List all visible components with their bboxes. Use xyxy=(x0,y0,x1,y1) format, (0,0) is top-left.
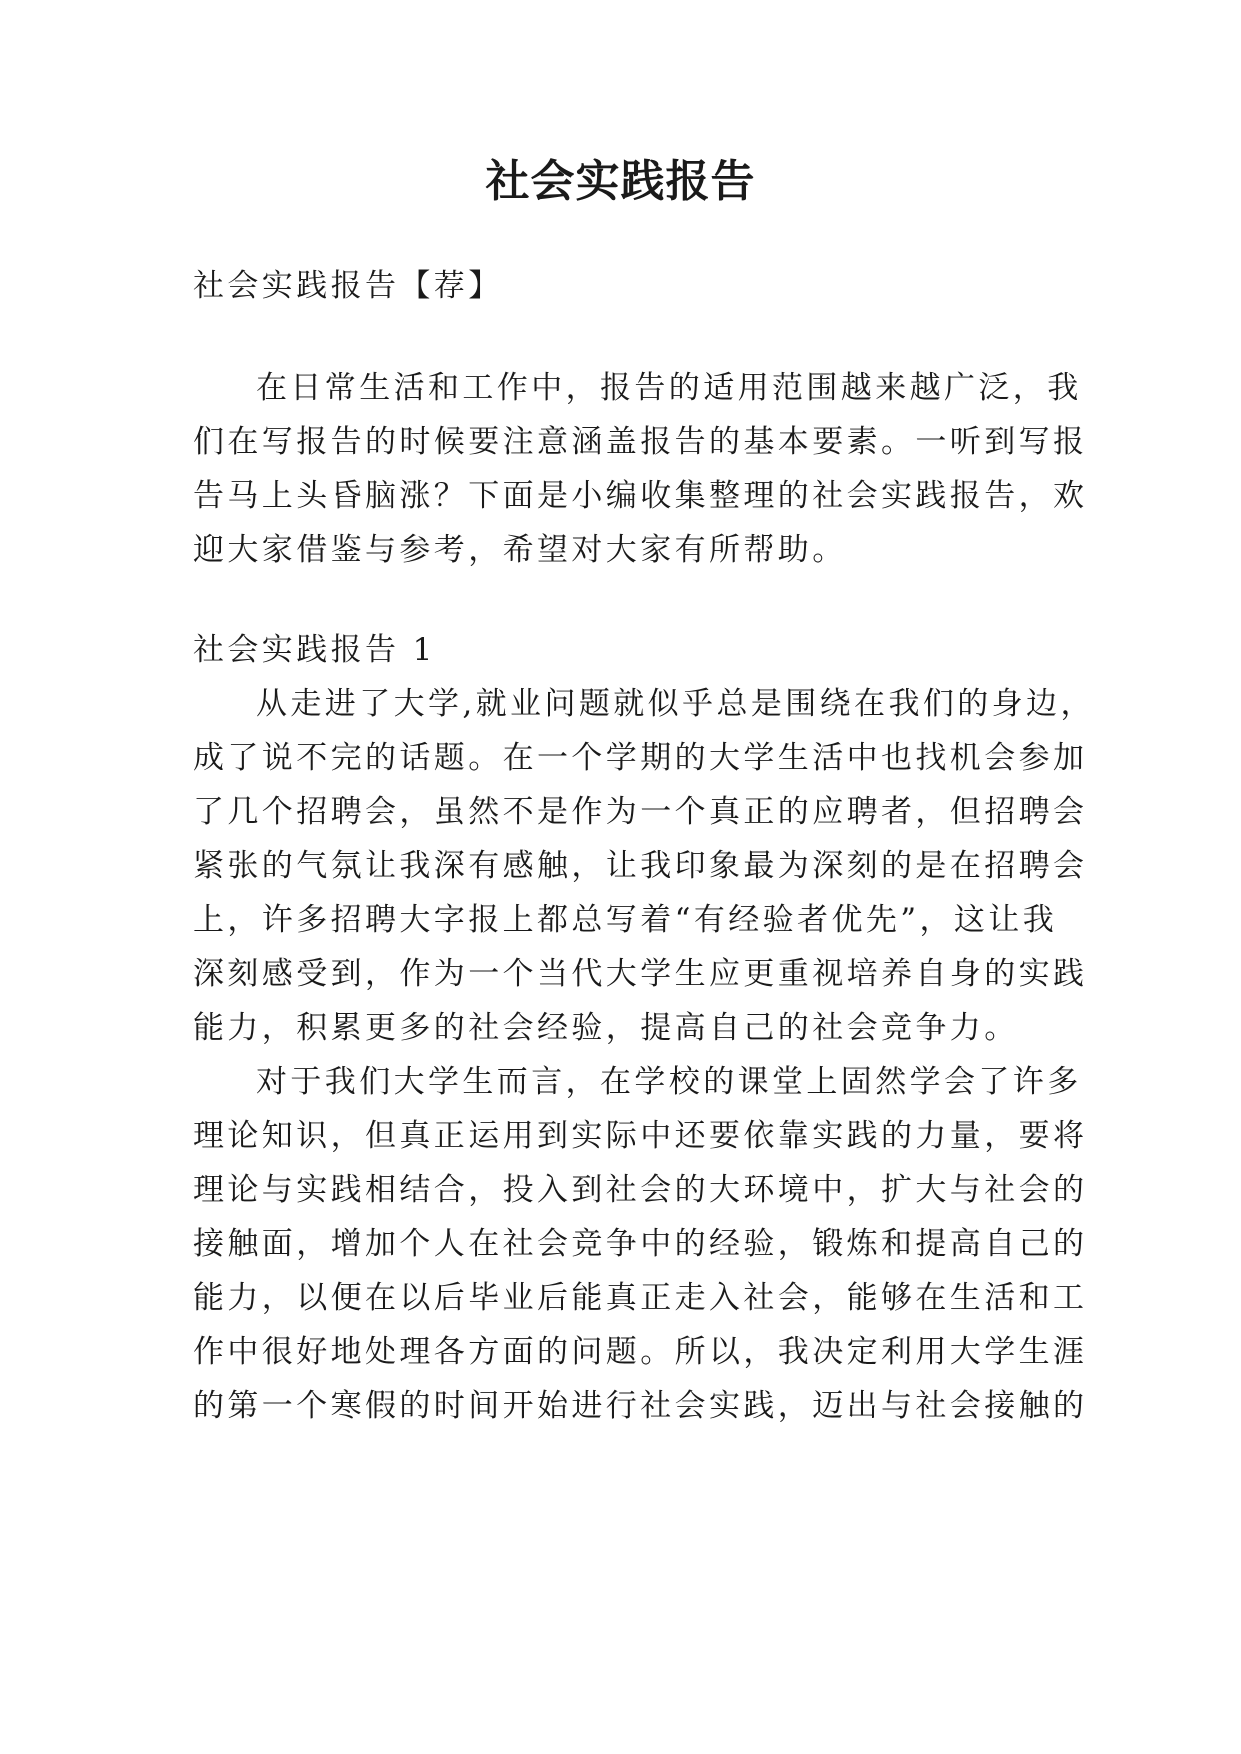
section-heading: 社会实践报告 1 xyxy=(193,632,436,668)
document-subtitle: 社会实践报告【荐】 xyxy=(193,268,503,304)
paragraph-line: 深刻感受到，作为一个当代大学生应更重视培养自身的实践 xyxy=(193,956,1088,992)
paragraph-line: 上，许多招聘大字报上都总写着“有经验者优先”，这让我 xyxy=(193,902,1058,938)
paragraph-line: 理论知识，但真正运用到实际中还要依靠实践的力量，要将 xyxy=(193,1118,1088,1154)
paragraph-line: 从走进了大学,就业问题就似乎总是围绕在我们的身边， xyxy=(256,686,1095,722)
paragraph-line: 成了说不完的话题。在一个学期的大学生活中也找机会参加 xyxy=(193,740,1088,776)
document-title: 社会实践报告 xyxy=(485,156,756,207)
paragraph-line: 作中很好地处理各方面的问题。所以，我决定利用大学生涯 xyxy=(193,1334,1088,1370)
paragraph-line: 理论与实践相结合，投入到社会的大环境中，扩大与社会的 xyxy=(193,1172,1088,1208)
paragraph-line: 能力，以便在以后毕业后能真正走入社会，能够在生活和工 xyxy=(193,1280,1088,1316)
paragraph-line: 紧张的气氛让我深有感触，让我印象最为深刻的是在招聘会 xyxy=(193,848,1088,884)
intro-line: 告马上头昏脑涨？下面是小编收集整理的社会实践报告，欢 xyxy=(193,478,1088,514)
paragraph-line: 的第一个寒假的时间开始进行社会实践，迈出与社会接触的 xyxy=(193,1388,1088,1424)
paragraph-line: 了几个招聘会，虽然不是作为一个真正的应聘者，但招聘会 xyxy=(193,794,1088,830)
paragraph-line: 能力，积累更多的社会经验，提高自己的社会竞争力。 xyxy=(193,1010,1019,1046)
intro-line: 在日常生活和工作中，报告的适用范围越来越广泛，我 xyxy=(256,370,1082,406)
intro-line: 们在写报告的时候要注意涵盖报告的基本要素。一听到写报 xyxy=(193,424,1088,460)
paragraph-line: 对于我们大学生而言，在学校的课堂上固然学会了许多 xyxy=(256,1064,1082,1100)
intro-line: 迎大家借鉴与参考，希望对大家有所帮助。 xyxy=(193,532,847,568)
paragraph-line: 接触面，增加个人在社会竞争中的经验，锻炼和提高自己的 xyxy=(193,1226,1088,1262)
